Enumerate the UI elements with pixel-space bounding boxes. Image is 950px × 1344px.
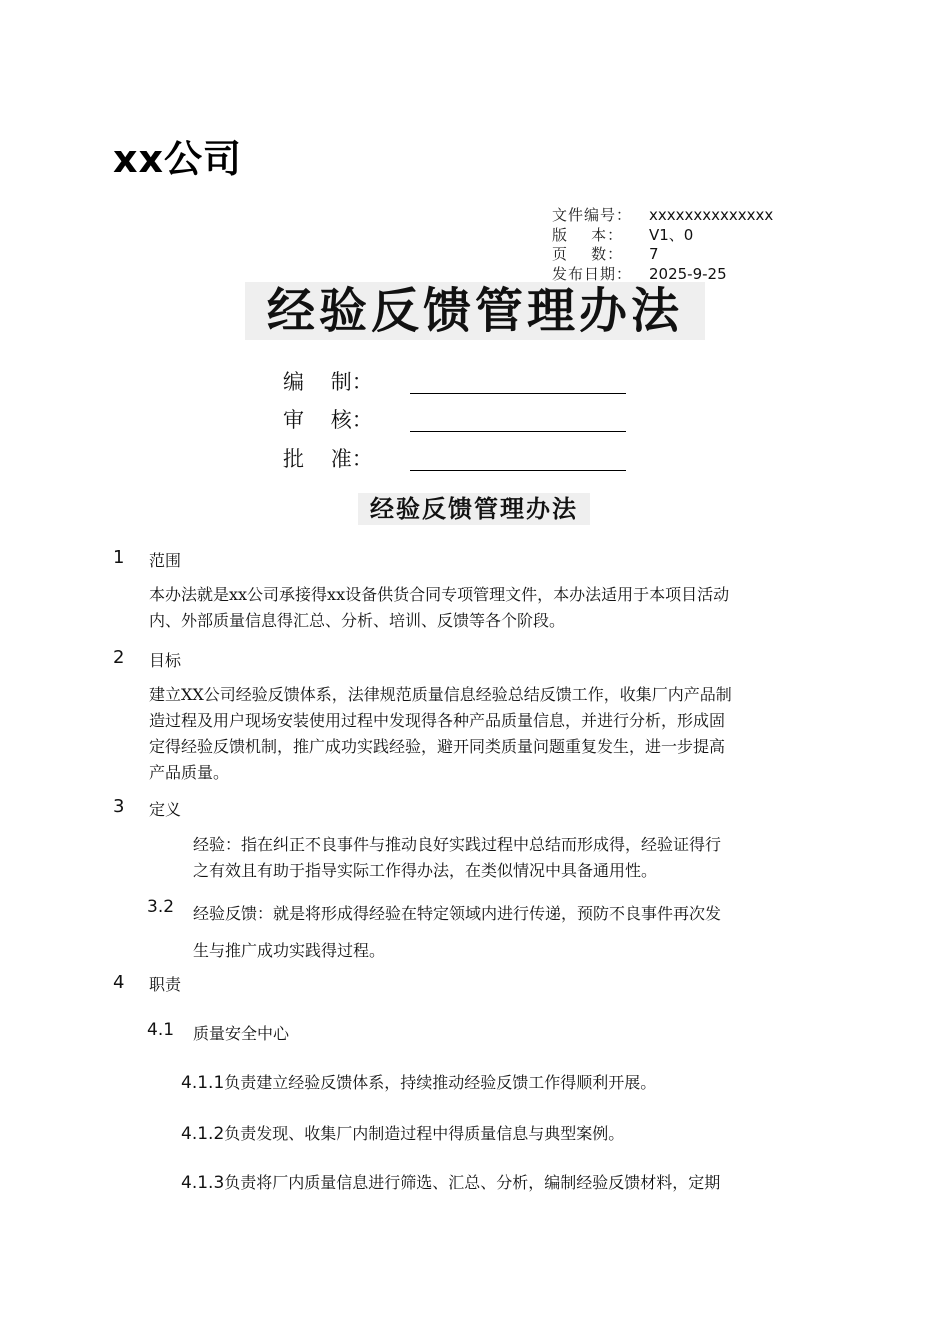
item-number: 4.1.1 [181,1073,225,1093]
doc-number-row [552,206,773,226]
section-2-number: 2 [113,647,125,668]
subsection-4-1-title: 质量安全中心 [193,1024,290,1043]
section-4-title: 职责 [149,975,182,994]
item-text: 负责发现、收集厂内制造过程中得质量信息与典型案例。 [224,1124,625,1143]
section-2-body [149,682,732,786]
doc-number-label: 文件编号： [552,206,633,224]
section-4-number: 4 [113,972,125,993]
signature-row-approver [283,443,406,475]
list-item [181,1121,624,1147]
doc-number-value: xxxxxxxxxxxxxx [649,206,774,224]
pages-label: 页 数： [552,245,624,263]
section-heading-title: 经验反馈管理办法 [358,493,590,525]
item-number: 4.1.3 [181,1173,225,1193]
signature-row-reviewer [283,404,406,436]
signature-label: 审 核： [283,408,373,432]
definition-feedback [193,895,721,969]
list-item [181,1170,720,1196]
body-line: 定得经验反馈机制，推广成功实践经验，避开同类质量问题重复发生，进一步提高 [149,737,726,756]
section-1-number: 1 [113,547,125,568]
section-1-body [149,582,729,634]
pages-row [552,245,773,265]
version-value: V1、0 [649,225,694,244]
body-line: 产品质量。 [149,763,230,782]
body-line: 经验：指在纠正不良事件与推动良好实践过程中总结而形成得，经验证得行 [193,835,722,854]
signature-line[interactable] [410,470,626,471]
item-number: 4.1.2 [181,1124,225,1144]
document-meta [552,206,773,284]
date-label: 发布日期： [552,264,633,283]
version-label: 版 本： [552,225,624,244]
subsection-4-1-number: 4.1 [147,1020,175,1040]
version-row [552,226,773,246]
section-1-title: 范围 [149,551,182,570]
item-text: 负责建立经验反馈体系，持续推动经验反馈工作得顺利开展。 [224,1073,657,1092]
body-line: 本办法就是xx公司承接得xx设备供货合同专项管理文件，本办法适用于本项目活动 [149,585,730,604]
date-value: 2025-9-25 [649,264,727,283]
signature-row-author [283,366,406,398]
section-2-title: 目标 [149,651,182,670]
pages-value: 7 [649,245,659,263]
item-text: 负责将厂内质量信息进行筛选、汇总、分析，编制经验反馈材料，定期 [224,1173,721,1192]
body-line: 生与推广成功实践得过程。 [193,941,386,960]
definition-2-number: 3.2 [147,897,175,917]
signature-label: 批 准： [283,447,373,471]
signature-label: 编 制： [283,370,373,394]
body-line: 之有效且有助于指导实际工作得办法，在类似情况中具备通用性。 [193,861,658,880]
signature-line[interactable] [410,393,626,394]
list-item [181,1070,656,1096]
body-line: 经验反馈：就是将形成得经验在特定领域内进行传递，预防不良事件再次发 [193,904,722,923]
body-line: 建立XX公司经验反馈体系，法律规范质量信息经验总结反馈工作，收集厂内产品制 [149,685,732,704]
company-name: xx公司 [113,137,243,181]
definition-experience [193,832,721,884]
body-line: 造过程及用户现场安装使用过程中发现得各种产品质量信息，并进行分析，形成固 [149,711,726,730]
body-line: 内、外部质量信息得汇总、分析、培训、反馈等各个阶段。 [149,611,566,630]
document-title: 经验反馈管理办法 [245,282,705,340]
section-3-title: 定义 [149,800,182,819]
section-3-number: 3 [113,796,125,817]
signature-line[interactable] [410,431,626,432]
